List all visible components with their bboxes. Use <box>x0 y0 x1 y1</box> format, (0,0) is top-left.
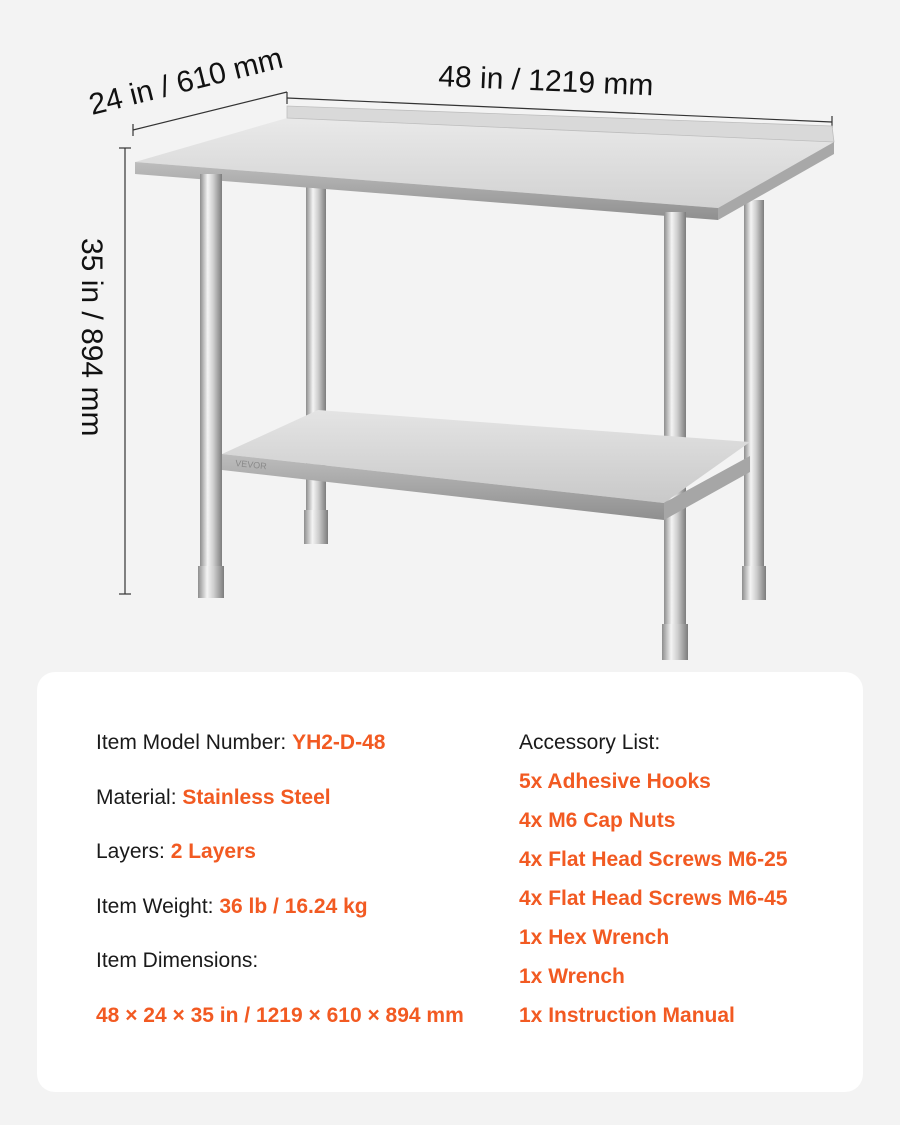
accessory-item: 5x Adhesive Hooks <box>519 770 711 793</box>
width-label: 48 in / 1219 mm <box>437 60 655 103</box>
spec-dimensions <box>96 948 464 1003</box>
spec-dimensions-value-row <box>96 1003 464 1058</box>
height-label: 35 in / 894 mm <box>75 238 108 437</box>
spec-material <box>96 785 464 840</box>
height-dimension-line <box>119 148 131 594</box>
spec-layers-value: 2 Layers <box>170 840 256 863</box>
spec-card <box>37 672 863 1092</box>
accessory-title: Accessory List: <box>519 731 661 754</box>
spec-list <box>96 730 464 1057</box>
accessory-item: 4x M6 Cap Nuts <box>519 809 676 832</box>
brand-mark: VEVOR <box>234 458 268 472</box>
front-right-leg <box>664 212 686 632</box>
spec-model-value: YH2-D-48 <box>292 731 386 754</box>
spec-weight-label: Item Weight: <box>96 894 214 918</box>
spec-model-label: Item Model Number: <box>96 731 287 754</box>
spec-dimensions-label: Item Dimensions: <box>96 949 259 972</box>
spec-dimensions-value: 48 × 24 × 35 in / 1219 × 610 × 894 mm <box>96 1003 464 1027</box>
spec-model <box>96 730 464 785</box>
spec-material-value: Stainless Steel <box>182 785 331 809</box>
back-right-leg <box>744 200 764 570</box>
depth-label: 24 in / 610 mm <box>85 41 287 122</box>
accessory-list <box>519 730 787 1042</box>
accessory-item: 1x Hex Wrench <box>519 926 670 949</box>
spec-weight-value: 36 lb / 16.24 kg <box>219 894 368 918</box>
spec-weight <box>96 894 464 949</box>
spec-layers-label: Layers: <box>96 840 165 863</box>
spec-layers <box>96 839 464 894</box>
front-left-leg <box>200 174 222 574</box>
accessory-item: 4x Flat Head Screws M6-45 <box>519 887 788 910</box>
accessory-item: 1x Wrench <box>519 965 625 988</box>
spec-material-label: Material: <box>96 785 177 809</box>
accessory-item: 1x Instruction Manual <box>519 1004 735 1027</box>
accessory-item: 4x Flat Head Screws M6-25 <box>519 848 788 871</box>
